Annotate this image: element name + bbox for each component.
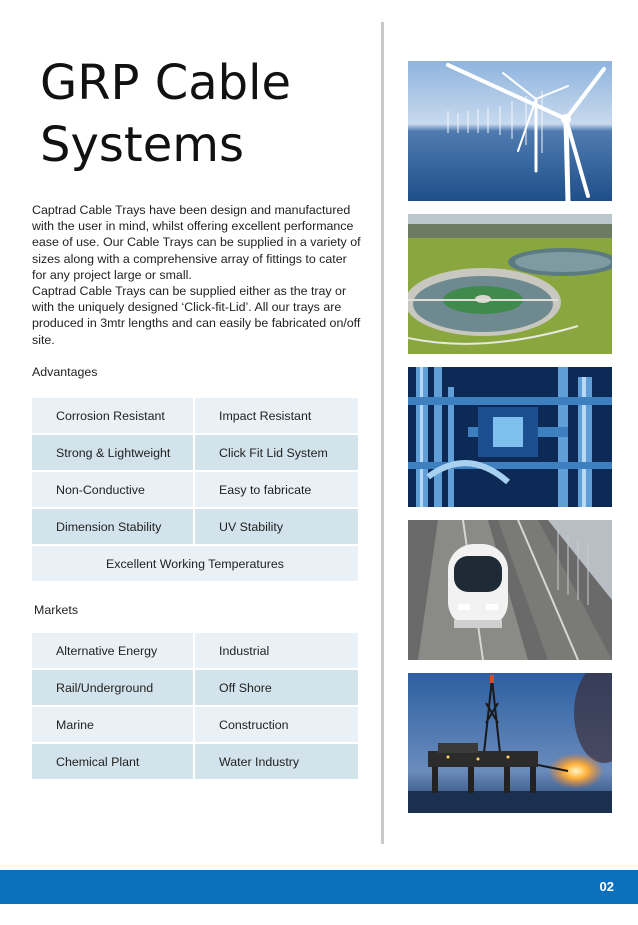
advantage-cell: Corrosion Resistant <box>32 398 193 433</box>
markets-table <box>32 633 358 779</box>
title-line-2: Systems <box>40 117 244 173</box>
advantage-cell-full: Excellent Working Temperatures <box>32 546 358 581</box>
advantage-cell: Strong & Lightweight <box>32 435 193 470</box>
intro-paragraph-2: Captrad Cable Trays can be supplied either as the tray or with the uniquely designed ‘Click-fit-Lid’. All our trays are produced in 3mtr lengths and can easily be fabricated on/off site. <box>32 284 361 347</box>
market-cell: Construction <box>195 707 358 742</box>
advantage-cell: Dimension Stability <box>32 509 193 544</box>
markets-heading: Markets <box>34 603 79 617</box>
advantage-cell: Click Fit Lid System <box>195 435 358 470</box>
industrial-pipes-photo <box>408 367 612 507</box>
market-cell: Off Shore <box>195 670 358 705</box>
advantage-cell: Easy to fabricate <box>195 472 358 507</box>
oil-rig-photo <box>408 673 612 813</box>
market-cell: Chemical Plant <box>32 744 193 779</box>
market-cell: Alternative Energy <box>32 633 193 668</box>
vertical-divider <box>381 22 384 844</box>
water-treatment-photo <box>408 214 612 354</box>
advantages-table <box>32 398 358 581</box>
market-cell: Industrial <box>195 633 358 668</box>
market-cell: Rail/Underground <box>32 670 193 705</box>
rail-train-photo <box>408 520 612 660</box>
intro-text <box>32 202 362 348</box>
advantages-heading: Advantages <box>32 365 98 379</box>
title-line-1: GRP Cable <box>40 55 292 111</box>
wind-turbines-photo <box>408 61 612 201</box>
page-footer <box>0 870 638 904</box>
page-number: 02 <box>599 879 614 894</box>
page-title <box>40 52 360 176</box>
market-cell: Water Industry <box>195 744 358 779</box>
advantage-cell: Non-Conductive <box>32 472 193 507</box>
intro-paragraph-1: Captrad Cable Trays have been design and manufactured with the user in mind, whilst offering excellent performance ease of use. Our Cable Trays can be supplied in a variety of sizes along with a comprehensive array of fittings to cater for any project large or small. <box>32 203 361 282</box>
advantage-cell: Impact Resistant <box>195 398 358 433</box>
advantage-cell: UV Stability <box>195 509 358 544</box>
market-cell: Marine <box>32 707 193 742</box>
